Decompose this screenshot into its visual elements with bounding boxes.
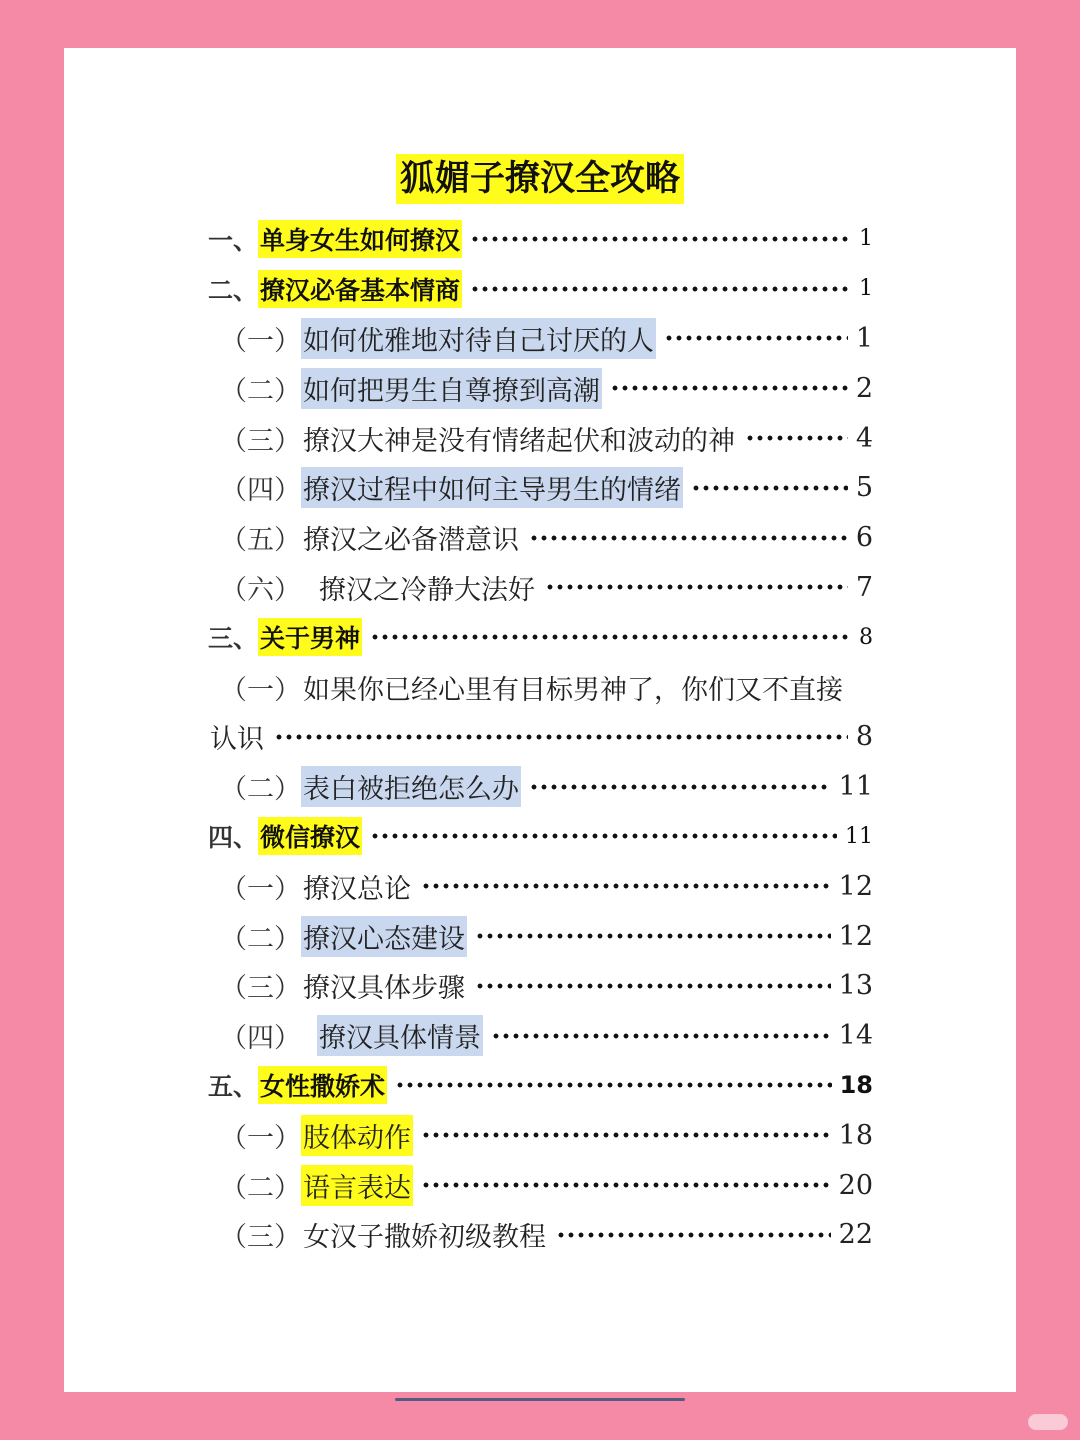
toc-entry[interactable] [208,1061,873,1111]
toc-entry[interactable] [208,363,873,413]
toc-entry-number: 三、 [208,624,259,654]
toc-entry-title: 撩汉心态建设 [301,916,467,957]
toc-entry-page: 12 [838,870,873,902]
toc-entry-title: 撩汉之冷静大法好 [319,574,535,606]
dot-leader [529,784,831,790]
toc-entry-number: （四） [220,1023,301,1055]
toc-entry[interactable] [208,812,873,862]
dot-leader [664,335,848,341]
toc-entry-title: 如果你已经心里有目标男神了，你们又不直接 [303,674,843,706]
dot-leader [421,883,831,889]
toc-entry[interactable] [208,1210,873,1260]
toc-entry-continuation[interactable] [208,712,873,762]
dot-leader [470,236,851,242]
toc-entry-title: 女汉子撒娇初级教程 [303,1222,546,1254]
dot-leader [395,1082,832,1088]
toc-entry-title-continued: 认识 [210,724,264,756]
toc-entry-page: 8 [859,624,873,650]
toc-entry-number: （三） [220,425,301,457]
toc-entry-title: 撩汉具体情景 [317,1015,483,1056]
toc-entry-page: 1 [859,226,873,252]
toc-entry-page: 20 [838,1169,873,1201]
dot-leader [370,634,851,640]
toc-entry-number: （二） [220,774,301,806]
toc-entry-number: 一、 [208,225,259,255]
toc-entry-title: 撩汉之必备潜意识 [303,525,519,557]
toc-entry-number: （一） [220,325,301,357]
toc-entry-number: （一） [220,1122,301,1154]
toc-entry-page: 11 [838,771,873,803]
toc-entry-title: 肢体动作 [301,1115,413,1156]
home-indicator-bar[interactable] [395,1398,685,1401]
toc-entry-page: 22 [838,1219,873,1251]
toc-entry-page: 8 [855,721,873,753]
toc-entry[interactable] [208,961,873,1011]
toc-entry-title: 微信撩汉 [258,817,362,855]
toc-entry-page: 18 [839,1071,873,1100]
toc-entry-page: 18 [838,1119,873,1151]
toc-entry-title: 表白被拒绝怎么办 [301,766,521,807]
dot-leader [421,1132,831,1138]
toc-entry[interactable] [208,911,873,961]
title-wrap [64,154,1016,204]
toc-entry-page: 12 [838,920,873,952]
toc-entry[interactable] [208,1011,873,1061]
document-title: 狐媚子撩汉全攻略 [396,154,684,204]
dot-leader [610,385,848,391]
dot-leader [745,435,848,441]
toc-entry-number: （三） [220,973,301,1005]
toc-entry[interactable] [208,861,873,911]
toc-entry-number: 四、 [208,823,259,853]
toc-entry-title: 语言表达 [301,1165,413,1206]
toc-entry[interactable] [208,463,873,513]
toc-entry-number: （三） [220,1222,301,1254]
toc-entry-title: 如何优雅地对待自己讨厌的人 [301,318,656,359]
watermark-badge [1028,1414,1068,1430]
toc-entry[interactable] [208,1160,873,1210]
dot-leader [274,734,848,740]
toc-entry[interactable] [208,563,873,613]
dot-leader [470,286,851,292]
toc-entry-page: 14 [838,1020,873,1052]
toc-entry-title: 撩汉过程中如何主导男生的情绪 [301,467,683,508]
dot-leader [691,485,848,491]
toc-entry-number: （五） [220,525,301,557]
toc-entry-number: （二） [220,923,301,955]
document-page [64,48,1016,1392]
toc-entry-number: 五、 [208,1072,259,1102]
toc-entry-page: 1 [855,322,873,354]
toc-entry[interactable] [208,612,873,662]
toc-entry-page: 11 [845,823,873,849]
toc-entry-title: 关于男神 [258,618,362,656]
toc-entry-page: 13 [838,970,873,1002]
toc-entry-number: （二） [220,1172,301,1204]
toc-entry-title: 女性撒娇术 [258,1066,387,1104]
toc-entry-number: （六） [220,574,301,606]
toc-entry[interactable] [208,1110,873,1160]
dot-leader [370,833,837,839]
toc-entry-number: 二、 [208,275,259,305]
dot-leader [529,535,848,541]
table-of-contents [208,214,873,1260]
toc-entry-title: 撩汉必备基本情商 [258,270,462,308]
dot-leader [491,1033,831,1039]
toc-entry-number: （一） [220,674,301,706]
toc-entry-title: 单身女生如何撩汉 [258,220,462,258]
toc-entry[interactable] [208,762,873,812]
toc-entry[interactable] [208,513,873,563]
dot-leader [556,1232,831,1238]
toc-entry-title: 撩汉具体步骤 [303,973,465,1005]
dot-leader [545,584,848,590]
toc-entry-page: 6 [855,522,873,554]
toc-entry-page: 2 [855,372,873,404]
toc-entry-page: 7 [855,571,873,603]
toc-entry-page: 4 [855,422,873,454]
toc-entry-title: 如何把男生自尊撩到高潮 [301,368,602,409]
toc-entry[interactable] [208,214,873,264]
toc-entry[interactable] [208,314,873,364]
toc-entry-page: 1 [859,276,873,302]
toc-entry-number: （一） [220,873,301,905]
toc-entry-title: 撩汉大神是没有情绪起伏和波动的神 [303,425,735,457]
toc-entry-page: 5 [855,472,873,504]
dot-leader [421,1182,831,1188]
toc-entry-number: （二） [220,375,301,407]
toc-entry[interactable] [208,662,873,712]
dot-leader [475,983,831,989]
toc-entry[interactable] [208,264,873,314]
toc-entry-number: （四） [220,475,301,507]
toc-entry[interactable] [208,413,873,463]
toc-entry-title: 撩汉总论 [303,873,411,905]
dot-leader [475,933,831,939]
